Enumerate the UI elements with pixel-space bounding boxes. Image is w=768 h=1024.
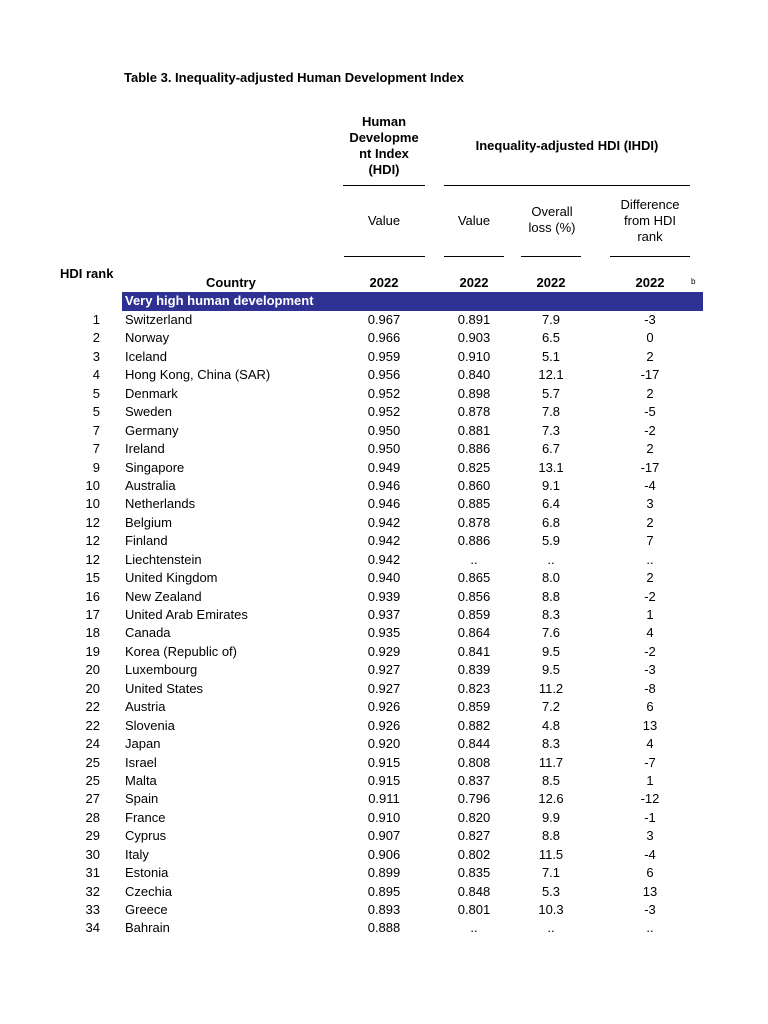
ihdi-value-cell: 0.839 bbox=[457, 662, 491, 678]
hdi-rank-cell: 25 bbox=[85, 772, 100, 788]
table-row bbox=[0, 809, 768, 827]
hdi-value-cell: 0.967 bbox=[367, 312, 401, 327]
hdi-rank-cell: 10 bbox=[85, 496, 100, 512]
country-cell: Greece bbox=[125, 902, 168, 917]
ihdi-value-header: Value bbox=[457, 213, 491, 228]
hdi-rank-cell: 9 bbox=[92, 459, 100, 475]
difference-header: Difference from HDI rank bbox=[620, 197, 680, 244]
hdi-rank-cell: 4 bbox=[92, 367, 100, 383]
overall-loss-header: Overall loss (%) bbox=[528, 204, 576, 235]
country-cell: Korea (Republic of) bbox=[125, 643, 237, 659]
hdi-value-rule bbox=[344, 256, 425, 257]
difference-cell: 2 bbox=[646, 348, 654, 364]
hdi-value-cell: 0.911 bbox=[368, 791, 400, 807]
hdi-value-cell: 0.959 bbox=[367, 348, 401, 364]
table-row bbox=[0, 717, 768, 735]
difference-cell: 2 bbox=[646, 570, 654, 586]
hdi-rank-cell: 1 bbox=[92, 312, 100, 327]
overall-loss-cell: 9.5 bbox=[541, 643, 561, 659]
difference-cell: 13 bbox=[642, 717, 658, 733]
hdi-rank-cell: 10 bbox=[85, 477, 100, 493]
overall-loss-cell: 13.1 bbox=[538, 459, 564, 475]
country-cell: Iceland bbox=[125, 348, 167, 364]
table-row bbox=[0, 588, 768, 606]
table-row bbox=[0, 643, 768, 661]
hdi-value-cell: 0.952 bbox=[367, 404, 401, 420]
country-cell: Norway bbox=[125, 330, 170, 346]
hdi-value-cell: 0.949 bbox=[367, 459, 401, 475]
table-row bbox=[0, 477, 768, 495]
group-label: Very high human development bbox=[125, 293, 314, 308]
hdi-value-cell: 0.899 bbox=[367, 865, 401, 881]
difference-cell: -2 bbox=[644, 422, 656, 438]
overall-loss-cell: 6.5 bbox=[541, 330, 561, 346]
ihdi-value-cell: 0.898 bbox=[457, 385, 491, 401]
hdi-value-cell: 0.946 bbox=[367, 477, 401, 493]
overall-loss-cell: 10.3 bbox=[538, 902, 564, 917]
ihdi-value-cell: 0.856 bbox=[457, 588, 491, 604]
difference-cell: -7 bbox=[644, 754, 656, 770]
hdi-value-cell: 0.950 bbox=[367, 422, 401, 438]
ihdi-value-cell: 0.801 bbox=[457, 902, 491, 917]
hdi-rank-cell: 7 bbox=[92, 422, 100, 438]
difference-cell: -17 bbox=[640, 459, 660, 475]
country-cell: United States bbox=[125, 680, 204, 696]
table-row bbox=[0, 827, 768, 845]
ihdi-value-cell: 0.886 bbox=[457, 441, 491, 457]
country-cell: United Arab Emirates bbox=[125, 607, 248, 622]
hdi-value-cell: 0.926 bbox=[367, 717, 401, 733]
hdi-rank-cell: 20 bbox=[85, 680, 100, 696]
ihdi-value-cell: 0.808 bbox=[457, 754, 491, 770]
ihdi-value-cell: 0.848 bbox=[457, 883, 491, 899]
overall-loss-cell: 11.5 bbox=[538, 846, 564, 862]
hdi-value-cell: 0.966 bbox=[367, 330, 401, 346]
country-cell: Netherlands bbox=[125, 496, 196, 512]
table-row bbox=[0, 772, 768, 790]
hdi-value-cell: 0.929 bbox=[367, 643, 401, 659]
overall-loss-cell: 6.8 bbox=[541, 514, 561, 530]
hdi-value-cell: 0.946 bbox=[367, 496, 401, 512]
loss-year-header: 2022 bbox=[536, 275, 566, 290]
hdi-rank-cell: 16 bbox=[85, 588, 100, 604]
table-row bbox=[0, 532, 768, 550]
table-row bbox=[0, 403, 768, 421]
difference-cell: 6 bbox=[646, 865, 654, 881]
ihdi-value-cell: 0.878 bbox=[457, 404, 491, 420]
country-cell: France bbox=[125, 809, 166, 825]
table-row bbox=[0, 385, 768, 403]
hdi-value-cell: 0.927 bbox=[367, 680, 401, 696]
difference-cell: -17 bbox=[640, 367, 660, 383]
table-row bbox=[0, 329, 768, 347]
country-cell: Sweden bbox=[125, 404, 172, 420]
country-cell: New Zealand bbox=[125, 588, 202, 604]
difference-year-header: 2022 bbox=[635, 275, 665, 290]
overall-loss-cell: 7.9 bbox=[541, 312, 561, 327]
country-cell: Italy bbox=[125, 846, 149, 862]
overall-loss-cell: 9.5 bbox=[541, 662, 561, 678]
hdi-rank-cell: 28 bbox=[85, 809, 100, 825]
group-band bbox=[122, 292, 703, 311]
hdi-value-cell: 0.937 bbox=[367, 607, 401, 622]
hdi-rank-cell: 31 bbox=[85, 865, 100, 881]
ihdi-value-cell: 0.827 bbox=[457, 828, 491, 844]
difference-cell: -2 bbox=[644, 643, 656, 659]
table-row bbox=[0, 514, 768, 532]
hdi-value-cell: 0.915 bbox=[367, 772, 401, 788]
hdi-rank-cell: 12 bbox=[85, 533, 100, 549]
hdi-value-header: Value bbox=[367, 213, 401, 228]
difference-cell: 7 bbox=[646, 533, 654, 549]
table-row bbox=[0, 790, 768, 808]
country-cell: Cyprus bbox=[125, 828, 167, 844]
hdi-value-cell: 0.910 bbox=[367, 809, 401, 825]
ihdi-value-cell: 0.837 bbox=[457, 772, 491, 788]
hdi-value-cell: 0.927 bbox=[367, 662, 401, 678]
hdi-value-cell: 0.950 bbox=[367, 441, 401, 457]
ihdi-title-rule bbox=[444, 185, 690, 186]
difference-cell: 3 bbox=[646, 496, 654, 512]
difference-cell: -8 bbox=[644, 680, 656, 696]
table-row bbox=[0, 919, 768, 937]
ihdi-year-header: 2022 bbox=[459, 275, 489, 290]
ihdi-value-cell: 0.802 bbox=[457, 846, 491, 862]
country-cell: Japan bbox=[125, 736, 161, 752]
hdi-value-cell: 0.942 bbox=[367, 533, 401, 549]
ihdi-value-cell: 0.882 bbox=[457, 717, 491, 733]
hdi-value-cell: 0.942 bbox=[367, 514, 401, 530]
overall-loss-cell: 11.7 bbox=[538, 754, 564, 770]
hdi-title-rule bbox=[343, 185, 425, 186]
hdi-rank-header: HDI rank bbox=[60, 266, 114, 281]
hdi-value-cell: 0.956 bbox=[367, 367, 401, 383]
table-row bbox=[0, 883, 768, 901]
overall-loss-cell: 8.3 bbox=[541, 736, 561, 752]
hdi-value-cell: 0.906 bbox=[367, 846, 401, 862]
ihdi-value-cell: 0.823 bbox=[457, 680, 491, 696]
difference-cell: 2 bbox=[646, 441, 654, 457]
hdi-rank-cell: 27 bbox=[85, 791, 100, 807]
overall-loss-cell: 9.1 bbox=[541, 477, 561, 493]
hdi-rank-cell: 5 bbox=[92, 385, 100, 401]
overall-loss-cell: 12.6 bbox=[538, 791, 564, 807]
country-cell: Spain bbox=[125, 791, 159, 807]
overall-loss-cell: 6.4 bbox=[541, 496, 561, 512]
ihdi-value-cell: 0.840 bbox=[457, 367, 491, 383]
hdi-value-cell: 0.939 bbox=[367, 588, 401, 604]
overall-loss-cell: 5.3 bbox=[541, 883, 561, 899]
hdi-value-cell: 0.895 bbox=[367, 883, 401, 899]
table-row bbox=[0, 495, 768, 513]
ihdi-value-rule bbox=[444, 256, 504, 257]
ihdi-value-cell: .. bbox=[470, 920, 478, 936]
hdi-rank-cell: 2 bbox=[92, 330, 100, 346]
overall-loss-cell: 8.8 bbox=[541, 588, 561, 604]
table-row bbox=[0, 680, 768, 698]
difference-cell: -1 bbox=[644, 809, 656, 825]
hdi-value-cell: 0.942 bbox=[367, 551, 401, 567]
difference-cell: .. bbox=[646, 920, 654, 936]
ihdi-value-cell: 0.910 bbox=[457, 348, 491, 364]
hdi-value-cell: 0.888 bbox=[367, 920, 401, 936]
hdi-value-cell: 0.893 bbox=[367, 902, 401, 917]
country-cell: Liechtenstein bbox=[125, 551, 202, 567]
country-cell: Singapore bbox=[125, 459, 185, 475]
table-title: Table 3. Inequality-adjusted Human Development Index bbox=[124, 70, 464, 85]
ihdi-value-cell: 0.844 bbox=[457, 736, 491, 752]
difference-cell: -3 bbox=[644, 902, 656, 917]
table-row bbox=[0, 901, 768, 919]
hdi-rank-cell: 25 bbox=[85, 754, 100, 770]
table-row bbox=[0, 864, 768, 882]
difference-cell: 4 bbox=[646, 736, 654, 752]
difference-cell: 2 bbox=[646, 514, 654, 530]
table-row bbox=[0, 698, 768, 716]
country-cell: Czechia bbox=[125, 883, 172, 899]
overall-loss-cell: 5.9 bbox=[541, 533, 561, 549]
ihdi-value-cell: 0.886 bbox=[457, 533, 491, 549]
ihdi-value-cell: 0.885 bbox=[457, 496, 491, 512]
overall-loss-cell: 7.1 bbox=[541, 865, 561, 881]
table-row bbox=[0, 624, 768, 642]
overall-loss-cell: 8.8 bbox=[541, 828, 561, 844]
country-cell: Luxembourg bbox=[125, 662, 198, 678]
hdi-rank-cell: 12 bbox=[85, 514, 100, 530]
country-cell: Belgium bbox=[125, 514, 172, 530]
table-row bbox=[0, 569, 768, 587]
hdi-value-cell: 0.940 bbox=[367, 570, 401, 586]
table-row bbox=[0, 661, 768, 679]
ihdi-value-cell: .. bbox=[470, 551, 478, 567]
country-cell: Canada bbox=[125, 625, 171, 641]
ihdi-value-cell: 0.825 bbox=[457, 459, 491, 475]
ihdi-value-cell: 0.881 bbox=[457, 422, 491, 438]
overall-loss-cell: 7.6 bbox=[541, 625, 561, 641]
ihdi-value-cell: 0.841 bbox=[457, 643, 491, 659]
country-cell: United Kingdom bbox=[125, 570, 218, 586]
hdi-rank-cell: 12 bbox=[85, 551, 100, 567]
table-row bbox=[0, 348, 768, 366]
hdi-value-cell: 0.952 bbox=[367, 385, 401, 401]
overall-loss-cell: 7.8 bbox=[541, 404, 561, 420]
hdi-rank-cell: 20 bbox=[85, 662, 100, 678]
table-row bbox=[0, 606, 768, 624]
ihdi-value-cell: 0.865 bbox=[457, 570, 491, 586]
loss-rule bbox=[521, 256, 581, 257]
difference-cell: -12 bbox=[640, 791, 660, 807]
ihdi-value-cell: 0.859 bbox=[457, 607, 491, 622]
hdi-rank-cell: 34 bbox=[85, 920, 100, 936]
difference-cell: -3 bbox=[644, 312, 656, 327]
country-cell: Austria bbox=[125, 699, 166, 715]
overall-loss-cell: 8.3 bbox=[541, 607, 561, 622]
ihdi-value-cell: 0.891 bbox=[457, 312, 491, 327]
country-cell: Ireland bbox=[125, 441, 165, 457]
overall-loss-cell: 5.7 bbox=[541, 385, 561, 401]
overall-loss-cell: 9.9 bbox=[541, 809, 561, 825]
overall-loss-cell: .. bbox=[547, 551, 555, 567]
difference-cell: 1 bbox=[646, 772, 654, 788]
country-cell: Israel bbox=[125, 754, 157, 770]
hdi-rank-cell: 30 bbox=[85, 846, 100, 862]
hdi-value-cell: 0.926 bbox=[367, 699, 401, 715]
table-row bbox=[0, 754, 768, 772]
difference-cell: 1 bbox=[646, 607, 654, 622]
ihdi-value-cell: 0.860 bbox=[457, 477, 491, 493]
difference-cell: 2 bbox=[646, 385, 654, 401]
country-cell: Australia bbox=[125, 477, 176, 493]
table-body bbox=[0, 311, 768, 938]
hdi-rank-cell: 15 bbox=[85, 570, 100, 586]
table-row bbox=[0, 440, 768, 458]
difference-cell: 6 bbox=[646, 699, 654, 715]
overall-loss-cell: 8.5 bbox=[541, 772, 561, 788]
hdi-value-cell: 0.920 bbox=[367, 736, 401, 752]
table-row bbox=[0, 422, 768, 440]
difference-cell: 3 bbox=[646, 828, 654, 844]
country-header: Country bbox=[206, 275, 256, 290]
hdi-value-cell: 0.915 bbox=[367, 754, 401, 770]
difference-cell: -3 bbox=[644, 662, 656, 678]
overall-loss-cell: 6.7 bbox=[541, 441, 561, 457]
overall-loss-cell: 5.1 bbox=[541, 348, 561, 364]
overall-loss-cell: 4.8 bbox=[541, 717, 561, 733]
overall-loss-cell: 8.0 bbox=[541, 570, 561, 586]
difference-cell: -4 bbox=[644, 846, 656, 862]
hdi-rank-cell: 29 bbox=[85, 828, 100, 844]
difference-cell: .. bbox=[646, 551, 654, 567]
hdi-rank-cell: 32 bbox=[85, 883, 100, 899]
overall-loss-cell: 7.3 bbox=[541, 422, 561, 438]
country-cell: Estonia bbox=[125, 865, 169, 881]
hdi-value-cell: 0.935 bbox=[367, 625, 401, 641]
table-row bbox=[0, 366, 768, 384]
ihdi-value-cell: 0.796 bbox=[457, 791, 491, 807]
table-row bbox=[0, 311, 768, 329]
hdi-column-title: Human Developme nt Index (HDI) bbox=[349, 114, 419, 177]
table-row bbox=[0, 459, 768, 477]
overall-loss-cell: 12.1 bbox=[538, 367, 564, 383]
hdi-rank-cell: 24 bbox=[85, 736, 100, 752]
difference-cell: 4 bbox=[646, 625, 654, 641]
country-cell: Finland bbox=[125, 533, 168, 549]
ihdi-value-cell: 0.878 bbox=[457, 514, 491, 530]
table-row bbox=[0, 551, 768, 569]
ihdi-value-cell: 0.820 bbox=[457, 809, 491, 825]
overall-loss-cell: 7.2 bbox=[541, 699, 561, 715]
ihdi-column-title: Inequality-adjusted HDI (IHDI) bbox=[475, 138, 659, 153]
country-cell: Switzerland bbox=[125, 312, 193, 327]
ihdi-value-cell: 0.864 bbox=[457, 625, 491, 641]
country-cell: Hong Kong, China (SAR) bbox=[125, 367, 271, 383]
hdi-rank-cell: 5 bbox=[92, 404, 100, 420]
difference-rule bbox=[610, 256, 690, 257]
difference-cell: -4 bbox=[644, 477, 656, 493]
hdi-rank-cell: 33 bbox=[85, 902, 100, 917]
hdi-rank-cell: 17 bbox=[85, 607, 100, 622]
footnote-mark: b bbox=[691, 277, 696, 286]
country-cell: Malta bbox=[125, 772, 157, 788]
country-cell: Bahrain bbox=[125, 920, 170, 936]
difference-cell: 13 bbox=[642, 883, 658, 899]
ihdi-value-cell: 0.859 bbox=[457, 699, 491, 715]
hdi-rank-cell: 18 bbox=[85, 625, 100, 641]
hdi-rank-cell: 22 bbox=[85, 699, 100, 715]
country-cell: Germany bbox=[125, 422, 179, 438]
hdi-rank-cell: 22 bbox=[85, 717, 100, 733]
overall-loss-cell: .. bbox=[547, 920, 555, 936]
table-row bbox=[0, 735, 768, 753]
ihdi-value-cell: 0.835 bbox=[457, 865, 491, 881]
overall-loss-cell: 11.2 bbox=[538, 680, 564, 696]
hdi-rank-cell: 7 bbox=[92, 441, 100, 457]
hdi-rank-cell: 19 bbox=[85, 643, 100, 659]
hdi-rank-cell: 3 bbox=[92, 348, 100, 364]
table-row bbox=[0, 846, 768, 864]
hdi-value-cell: 0.907 bbox=[367, 828, 401, 844]
difference-cell: -2 bbox=[644, 588, 656, 604]
difference-cell: -5 bbox=[644, 404, 656, 420]
country-cell: Slovenia bbox=[125, 717, 175, 733]
hdi-year-header: 2022 bbox=[369, 275, 399, 290]
country-cell: Denmark bbox=[125, 385, 178, 401]
ihdi-value-cell: 0.903 bbox=[457, 330, 491, 346]
difference-cell: 0 bbox=[646, 330, 654, 346]
